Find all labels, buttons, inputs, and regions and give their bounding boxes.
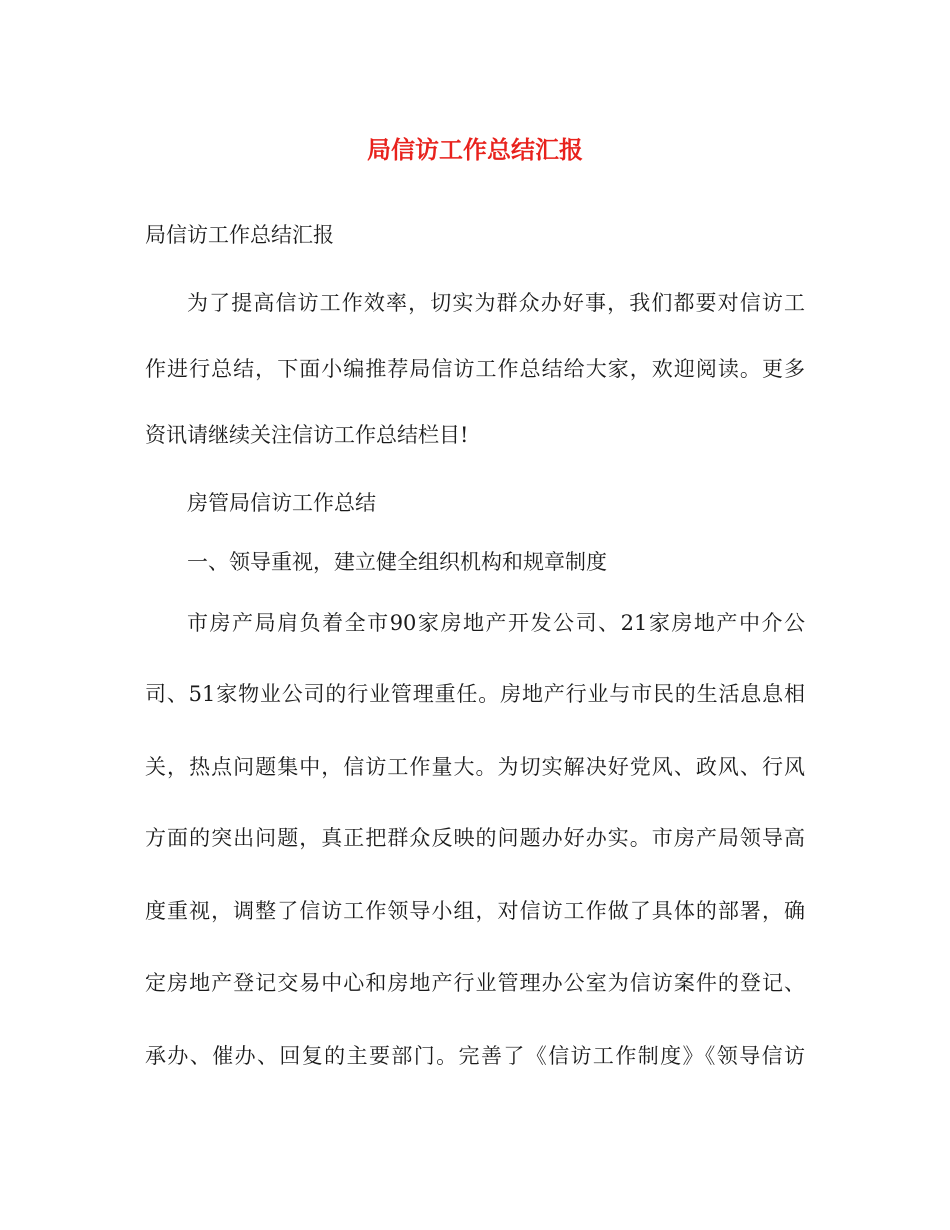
paragraph-line: 司、51家物业公司的行业管理重任。房地产行业与市民的生活息息相 — [145, 682, 805, 706]
paragraph-line: 方面的突出问题，真正把群众反映的问题办好办实。市房产局领导高 — [145, 826, 805, 850]
paragraph-line: 关，热点问题集中，信访工作量大。为切实解决好党风、政风、行风 — [145, 755, 805, 779]
paragraph-line: 作进行总结，下面小编推荐局信访工作总结给大家，欢迎阅读。更多 — [145, 357, 805, 381]
paragraph-line: 度重视，调整了信访工作领导小组，对信访工作做了具体的部署，确 — [145, 899, 805, 923]
paragraph-line: 资讯请继续关注信访工作总结栏目! — [145, 423, 469, 447]
paragraph-line: 为了提高信访工作效率，切实为群众办好事，我们都要对信访工 — [187, 291, 805, 315]
section-title: 房管局信访工作总结 — [187, 491, 376, 515]
document-heading: 局信访工作总结汇报 — [145, 223, 334, 247]
paragraph-line: 市房产局肩负着全市90家房地产开发公司、21家房地产中介公 — [187, 611, 805, 635]
paragraph-line: 承办、催办、回复的主要部门。完善了《信访工作制度》《领导信访 — [145, 1044, 805, 1068]
document-title: 局信访工作总结汇报 — [367, 135, 583, 164]
section-heading: 一、领导重视，建立健全组织机构和规章制度 — [187, 550, 607, 574]
paragraph-line: 定房地产登记交易中心和房地产行业管理办公室为信访案件的登记、 — [145, 971, 805, 995]
